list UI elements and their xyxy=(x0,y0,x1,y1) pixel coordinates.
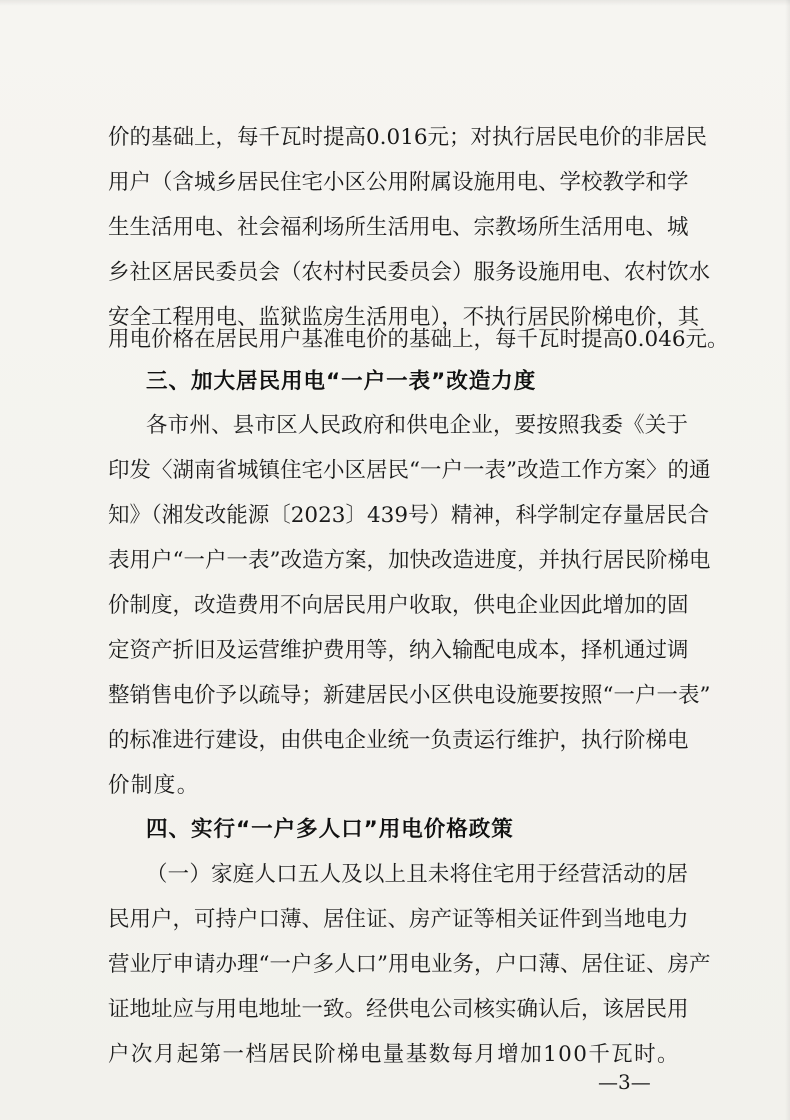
paragraph-line: 定资产折旧及运营维护费用等，纳入输配电成本，择机通过调 xyxy=(108,638,689,663)
paragraph-line: 价的基础上，每千瓦时提高0.016元；对执行居民电价的非居民 xyxy=(108,125,708,150)
scan-shadow-top xyxy=(0,0,790,6)
paragraph-line: 的标准进行建设，由供电企业统一负责运行维护，执行阶梯电 xyxy=(108,728,689,753)
paragraph-line: 安全工程用电、监狱监房生活用电），不执行居民阶梯电价，其 xyxy=(108,305,700,330)
paragraph-line: 证地址应与用电地址一致。经供电公司核实确认后，该居民用 xyxy=(108,997,689,1022)
section-heading-4: 四、实行“一户多人口”用电价格政策 xyxy=(146,817,514,842)
paragraph-line: 表用户“一户一表”改造方案，加快改造进度，并执行居民阶梯电 xyxy=(108,548,711,573)
paragraph-line: 整销售电价予以疏导；新建居民小区供电设施要按照“一户一表” xyxy=(108,683,711,708)
paragraph-line: 各市州、县市区人民政府和供电企业，要按照我委《关于 xyxy=(146,413,688,438)
paragraph-line: 用电价格在居民用户基准电价的基础上，每千瓦时提高0.046元。 xyxy=(108,327,729,352)
page-number: —3— xyxy=(598,1070,651,1094)
paragraph-line: 价制度。 xyxy=(108,773,200,798)
scan-shadow-right xyxy=(785,0,790,1120)
paragraph-line: 用户（含城乡居民住宅小区公用附属设施用电、学校教学和学 xyxy=(108,170,689,195)
paragraph-line: 印发〈湖南省城镇住宅小区居民“一户一表”改造工作方案〉的通 xyxy=(108,458,711,483)
paragraph-line: 民用户，可持户口薄、居住证、房产证等相关证件到当地电力 xyxy=(108,907,689,932)
paragraph-line: 知》（湘发改能源〔2023〕439号）精神，科学制定存量居民合 xyxy=(108,503,710,528)
section-heading-3: 三、加大居民用电“一户一表”改造力度 xyxy=(146,369,537,394)
paragraph-line: 价制度，改造费用不向居民用户收取，供电企业因此增加的固 xyxy=(108,593,689,618)
paragraph-line: 户次月起第一档居民阶梯电量基数每月增加100千瓦时。 xyxy=(108,1042,680,1067)
paragraph-line: （一）家庭人口五人及以上且未将住宅用于经营活动的居 xyxy=(146,862,688,887)
paragraph-line: 生生活用电、社会福利场所生活用电、宗教场所生活用电、城 xyxy=(108,215,689,240)
paragraph-line: 营业厅申请办理“一户多人口”用电业务，户口薄、居住证、房产 xyxy=(108,952,711,977)
paragraph-line: 乡社区居民委员会（农村村民委员会）服务设施用电、农村饮水 xyxy=(108,260,711,285)
